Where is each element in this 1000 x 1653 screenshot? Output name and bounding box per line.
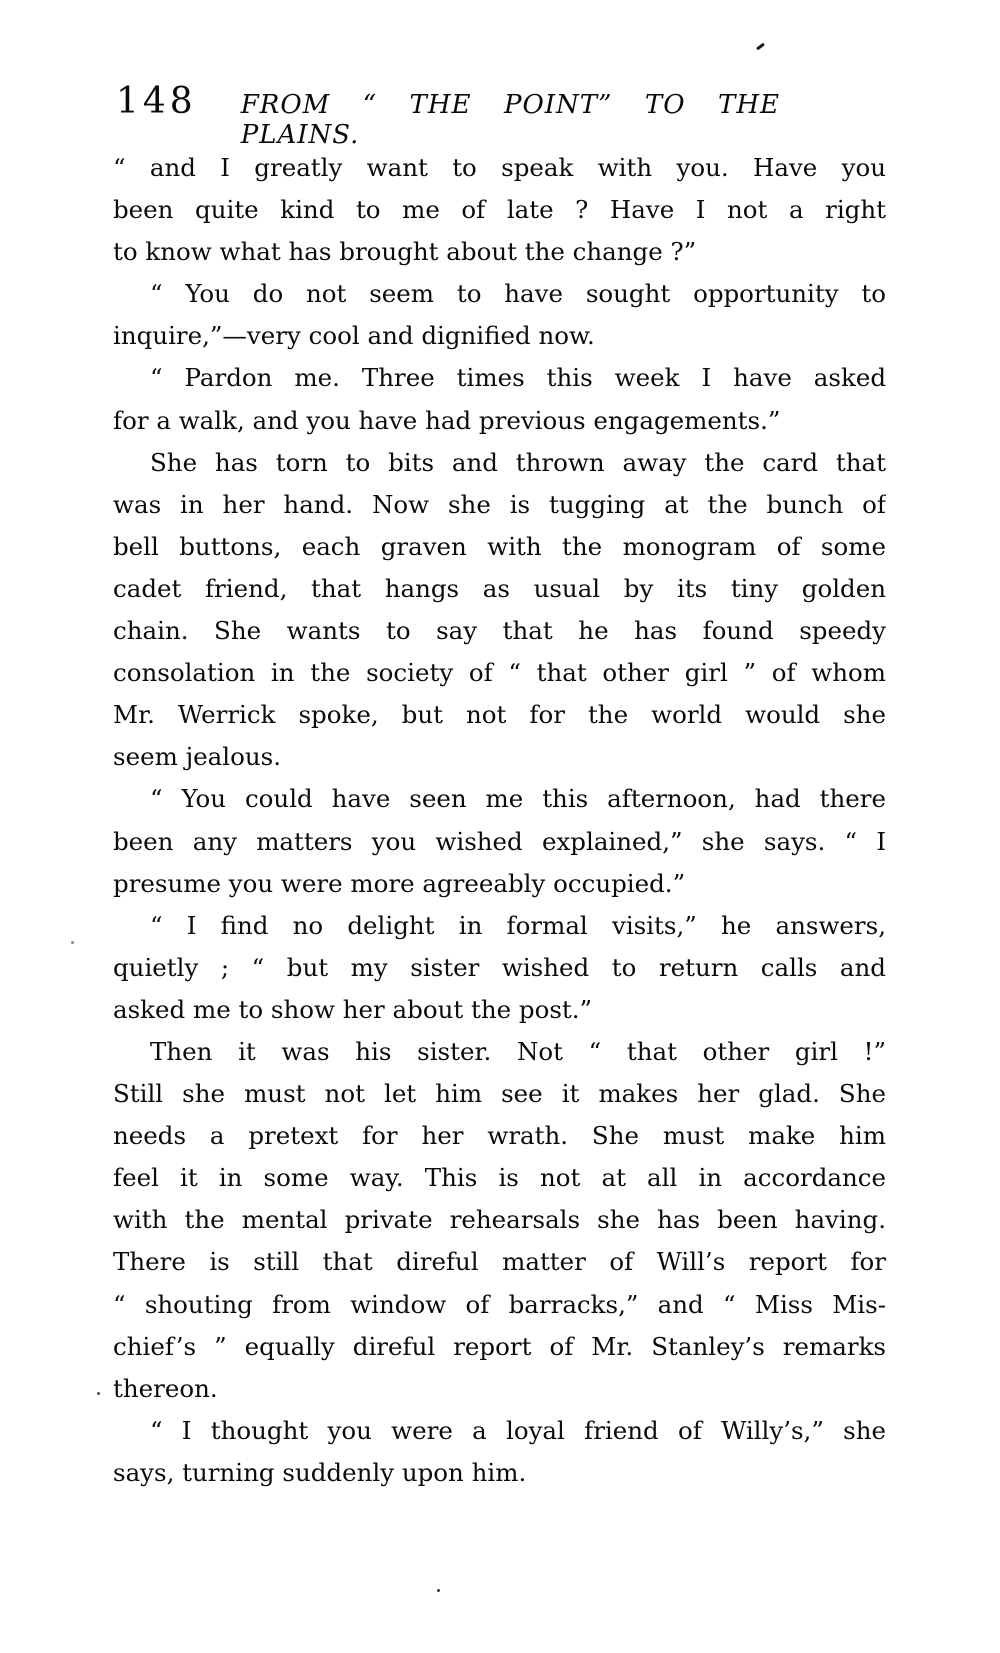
paragraph [113,905,886,1031]
text-line: “ shouting from window of barracks,” and “ Miss Mis- [113,1289,886,1319]
text-line: for a walk, and you have had previous engagements.” [113,405,781,435]
paragraph [113,357,886,441]
text-line: Mr. Werrick spoke, but not for the world would she [113,700,886,730]
text-line: asked me to show her about the post.” [113,994,593,1024]
page-number: 148 [116,81,197,122]
text-line: thereon. [113,1373,218,1403]
paragraph [113,778,886,904]
paragraph [113,1031,886,1410]
paragraph [113,273,886,357]
ink-speck-bottom-center [437,1589,440,1592]
text-line: Then it was his sister. Not “ that other girl !” [150,1036,886,1066]
text-line: chief’s ” equally direful report of Mr. Stanley’s remarks [113,1331,886,1361]
text-line: “ Pardon me. Three times this week I have asked [150,363,886,393]
text-line: Still she must not let him see it makes her glad. She [113,1079,886,1109]
text-line: presume you were more agreeably occupied.” [113,868,686,898]
text-line: She has torn to bits and thrown away the card that [150,447,886,477]
text-line: bell buttons, each graven with the monogram of some [113,531,886,561]
text-line: “ You do not seem to have sought opportunity to [150,279,886,309]
running-title: FROM “ THE POINT” TO THE PLAINS. [240,90,780,150]
text-line: “ I find no delight in formal visits,” he answers, [150,910,886,940]
text-line: with the mental private rehearsals she has been having. [113,1205,886,1235]
paragraph [113,442,886,779]
text-line: consolation in the society of “ that other girl ” of whom [113,658,886,688]
text-line: “ You could have seen me this afternoon, had there [150,784,886,814]
text-line: There is still that direful matter of Will’s report for [113,1247,886,1277]
text-line: feel it in some way. This is not at all in accordance [113,1163,886,1193]
text-line: was in her hand. Now she is tugging at the bunch of [113,489,886,519]
ink-speck-top-right [756,43,765,51]
text-line: inquire,”—very cool and dignified now. [113,321,595,351]
text-line: seem jealous. [113,742,282,772]
ink-speck-before-thereon [97,1392,100,1395]
text-line: to know what has brought about the change ?” [113,237,697,267]
paragraph [113,147,886,273]
text-line: quietly ; “ but my sister wished to return calls and [113,952,886,982]
page-header [116,81,780,150]
text-line: chain. She wants to say that he has found speedy [113,616,886,646]
text-line: “ and I greatly want to speak with you. Have you [113,153,886,182]
text-line: says, turning suddenly upon him. [113,1457,527,1487]
text-line: needs a pretext for her wrath. She must make him [113,1121,886,1151]
text-line: been quite kind to me of late ? Have I not a right [113,195,886,225]
text-line: cadet friend, that hangs as usual by its tiny golden [113,573,886,603]
ink-speck-left-margin [71,941,74,944]
body-text [113,147,886,1494]
text-line: “ I thought you were a loyal friend of Willy’s,” she [150,1415,886,1445]
paragraph [113,1410,886,1494]
text-line: been any matters you wished explained,” she says. “ I [113,826,886,856]
